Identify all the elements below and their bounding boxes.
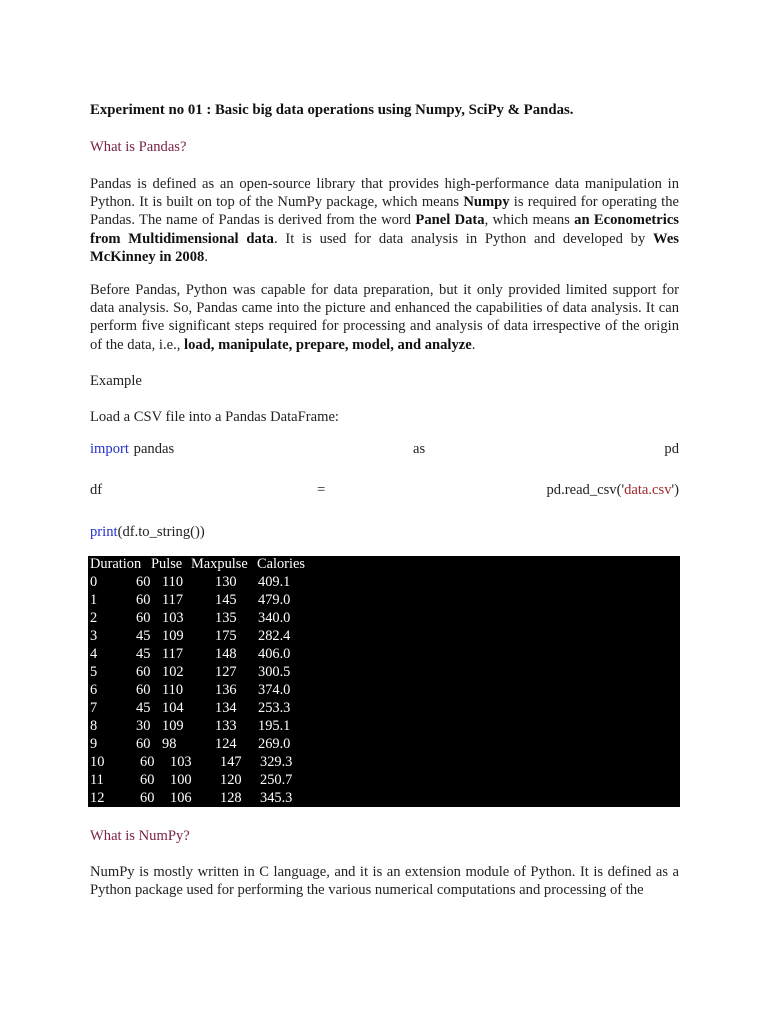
console-cell: 60 xyxy=(136,736,151,752)
console-cell: 103 xyxy=(170,754,192,770)
console-cell: 60 xyxy=(136,574,151,590)
console-row-index: 7 xyxy=(90,700,98,716)
console-output xyxy=(88,556,680,807)
console-header-cell: Pulse xyxy=(151,556,183,572)
console-row xyxy=(90,736,490,754)
console-cell: 60 xyxy=(136,592,151,608)
console-cell: 110 xyxy=(162,574,184,590)
code-equals: = xyxy=(317,482,326,498)
console-row-index: 2 xyxy=(90,610,98,626)
para1-bold-numpy: Numpy xyxy=(463,194,510,211)
console-cell: 98 xyxy=(162,736,177,752)
code-print-args: (df.to_string()) xyxy=(117,524,205,540)
console-row-index: 12 xyxy=(90,790,105,806)
console-header-cell: Maxpulse xyxy=(191,556,248,572)
console-cell: 269.0 xyxy=(258,736,291,752)
console-cell: 128 xyxy=(220,790,242,806)
console-row xyxy=(90,700,490,718)
console-header-cell: Duration xyxy=(90,556,142,572)
code-print xyxy=(90,523,205,541)
console-row xyxy=(90,646,490,664)
console-row xyxy=(90,610,490,628)
console-row xyxy=(90,664,490,682)
console-cell: 136 xyxy=(215,682,237,698)
para1-bold-econometrics: an Econometrics from Multidimensional data xyxy=(90,212,679,247)
console-cell: 479.0 xyxy=(258,592,291,608)
console-cell: 374.0 xyxy=(258,682,291,698)
numpy-heading: What is NumPy? xyxy=(90,828,190,844)
console-row-index: 6 xyxy=(90,682,98,698)
console-cell: 135 xyxy=(215,610,237,626)
code-alias: pd xyxy=(664,441,679,457)
console-cell: 175 xyxy=(215,628,237,644)
pandas-history-paragraph xyxy=(90,281,679,354)
console-cell: 134 xyxy=(215,700,237,716)
console-cell: 250.7 xyxy=(260,772,293,788)
para1-text-4: . It is used for data analysis in Python and developed by xyxy=(273,230,654,247)
console-cell: 106 xyxy=(170,790,192,806)
console-cell: 104 xyxy=(162,700,184,716)
example-label: Example xyxy=(90,373,142,389)
console-row xyxy=(90,682,490,700)
console-cell: 110 xyxy=(162,682,184,698)
console-row-index: 4 xyxy=(90,646,98,662)
code-keyword-import: import xyxy=(90,441,129,457)
code-keyword-print: print xyxy=(90,524,118,540)
console-cell: 300.5 xyxy=(258,664,291,680)
console-cell: 60 xyxy=(140,772,155,788)
console-row-index: 10 xyxy=(90,754,105,770)
console-cell: 195.1 xyxy=(258,718,291,734)
console-header-cell: Calories xyxy=(257,556,305,572)
console-cell: 124 xyxy=(215,736,237,752)
console-cell: 147 xyxy=(220,754,242,770)
para1-text-1: Pandas is defined as an open-source library that provides high-performance data manipulation in Python. It is built on top of the NumPy package, which means xyxy=(90,176,679,211)
code-line-print xyxy=(90,523,679,541)
console-cell: 60 xyxy=(136,664,151,680)
console-cell: 117 xyxy=(162,646,184,662)
code-line-read-csv xyxy=(90,481,679,499)
code-read-csv-call xyxy=(546,481,679,499)
console-row-index: 3 xyxy=(90,628,98,644)
console-cell: 60 xyxy=(140,754,155,770)
code-call-text: pd.read_csv(' xyxy=(546,482,625,498)
console-row xyxy=(90,628,490,646)
console-cell: 409.1 xyxy=(258,574,291,590)
para2-text-1: Before Pandas, Python was capable for data preparation, but it only provided limited support for data analysis. So, Pandas came into the picture and enhanced the capabilities of data analysis. It can perform five significant steps required for processing and analysis of data irrespective of the origin of the data, i.e., xyxy=(90,282,679,353)
console-cell: 148 xyxy=(215,646,237,662)
console-cell: 45 xyxy=(136,628,151,644)
console-cell: 100 xyxy=(170,772,192,788)
console-cell: 282.4 xyxy=(258,628,291,644)
console-cell: 102 xyxy=(162,664,184,680)
console-cell: 45 xyxy=(136,700,151,716)
para2-text-2: . xyxy=(471,336,476,353)
console-cell: 120 xyxy=(220,772,242,788)
console-cell: 345.3 xyxy=(260,790,293,806)
console-row-index: 8 xyxy=(90,718,98,734)
console-cell: 30 xyxy=(136,718,151,734)
console-cell: 406.0 xyxy=(258,646,291,662)
console-row-index: 11 xyxy=(90,772,104,788)
console-cell: 127 xyxy=(215,664,237,680)
console-cell: 340.0 xyxy=(258,610,291,626)
para2-bold-steps: load, manipulate, prepare, model, and analyze xyxy=(184,336,472,353)
console-row xyxy=(90,772,490,790)
console-cell: 145 xyxy=(215,592,237,608)
console-cell: 45 xyxy=(136,646,151,662)
para1-bold-author: Wes McKinney in 2008 xyxy=(90,230,679,265)
console-row xyxy=(90,592,490,610)
code-module: pandas xyxy=(130,441,175,457)
console-cell: 60 xyxy=(140,790,155,806)
console-cell: 109 xyxy=(162,718,184,734)
para1-text-2: is required for operating the Pandas. The name of Pandas is derived from the word xyxy=(90,194,679,229)
load-csv-text: Load a CSV file into a Pandas DataFrame: xyxy=(90,409,339,425)
console-row-index: 9 xyxy=(90,736,98,752)
console-row-index: 0 xyxy=(90,574,98,590)
code-close-paren: ') xyxy=(671,482,679,498)
console-row xyxy=(90,574,490,592)
console-cell: 60 xyxy=(136,682,151,698)
console-cell: 130 xyxy=(215,574,237,590)
console-cell: 60 xyxy=(136,610,151,626)
para1-text-3: , which means xyxy=(484,212,575,229)
para1-text-5: . xyxy=(204,248,208,265)
console-cell: 133 xyxy=(215,718,237,734)
console-row-index: 5 xyxy=(90,664,98,680)
console-cell: 253.3 xyxy=(258,700,291,716)
pandas-heading: What is Pandas? xyxy=(90,139,187,155)
page-title: Experiment no 01 : Basic big data operations using Numpy, SciPy & Pandas. xyxy=(90,102,574,118)
console-cell: 109 xyxy=(162,628,184,644)
para1-bold-panel-data: Panel Data xyxy=(415,212,485,229)
numpy-paragraph: NumPy is mostly written in C language, and it is an extension module of Python. It is defined as a Python package used for performing the various numerical computations and processing of the xyxy=(90,864,679,899)
console-cell: 329.3 xyxy=(260,754,293,770)
console-row xyxy=(90,790,490,808)
console-cell: 117 xyxy=(162,592,184,608)
code-string-arg: data.csv xyxy=(624,482,672,498)
code-var-df: df xyxy=(90,482,103,498)
console-row-index: 1 xyxy=(90,592,98,608)
code-as: as xyxy=(413,441,426,457)
pandas-paragraph xyxy=(90,175,679,266)
code-line-import xyxy=(90,440,679,458)
console-header-row xyxy=(90,556,490,574)
console-cell: 103 xyxy=(162,610,184,626)
console-row xyxy=(90,718,490,736)
console-row xyxy=(90,754,490,772)
